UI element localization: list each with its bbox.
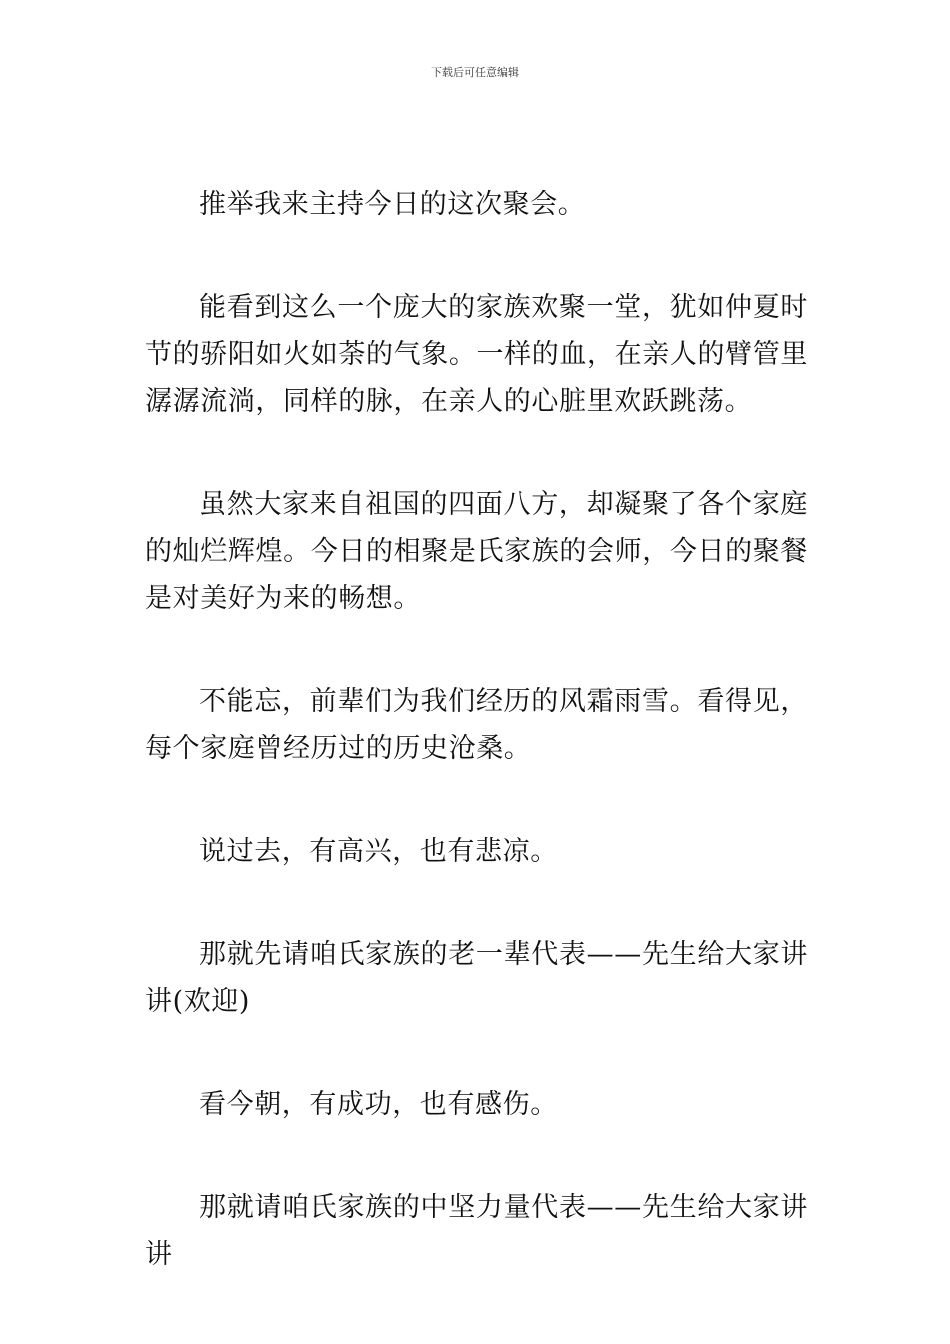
paragraph-7: 看今朝，有成功，也有感伤。 xyxy=(199,1089,558,1120)
paragraph-3: 虽然大家来自祖国的四面八方，却凝聚了各个家庭的灿烂辉煌。今日的相聚是氏家族的会师，今日的聚餐是对美好为来的畅想。 xyxy=(145,489,808,614)
paragraph-1: 推举我来主持今日的这次聚会。 xyxy=(199,189,586,220)
paragraph-8: 那就请咱氏家族的中坚力量代表——先生给大家讲讲 xyxy=(145,1192,808,1270)
paragraph-2: 能看到这么一个庞大的家族欢聚一堂，犹如仲夏时节的骄阳如火如荼的气象。一样的血，在亲人的臂管里潺潺流淌，同样的脉，在亲人的心脏里欢跃跳荡。 xyxy=(145,292,808,417)
paragraph-4: 不能忘，前辈们为我们经历的风霜雨雪。看得见，每个家庭曾经历过的历史沧桑。 xyxy=(145,686,808,764)
document-body xyxy=(145,181,808,1334)
page-header-note: 下载后可任意编辑 xyxy=(431,66,519,79)
paragraph-6: 那就先请咱氏家族的老一辈代表——先生给大家讲讲(欢迎) xyxy=(145,939,808,1017)
paragraph-5: 说过去，有高兴，也有悲凉。 xyxy=(199,836,558,867)
